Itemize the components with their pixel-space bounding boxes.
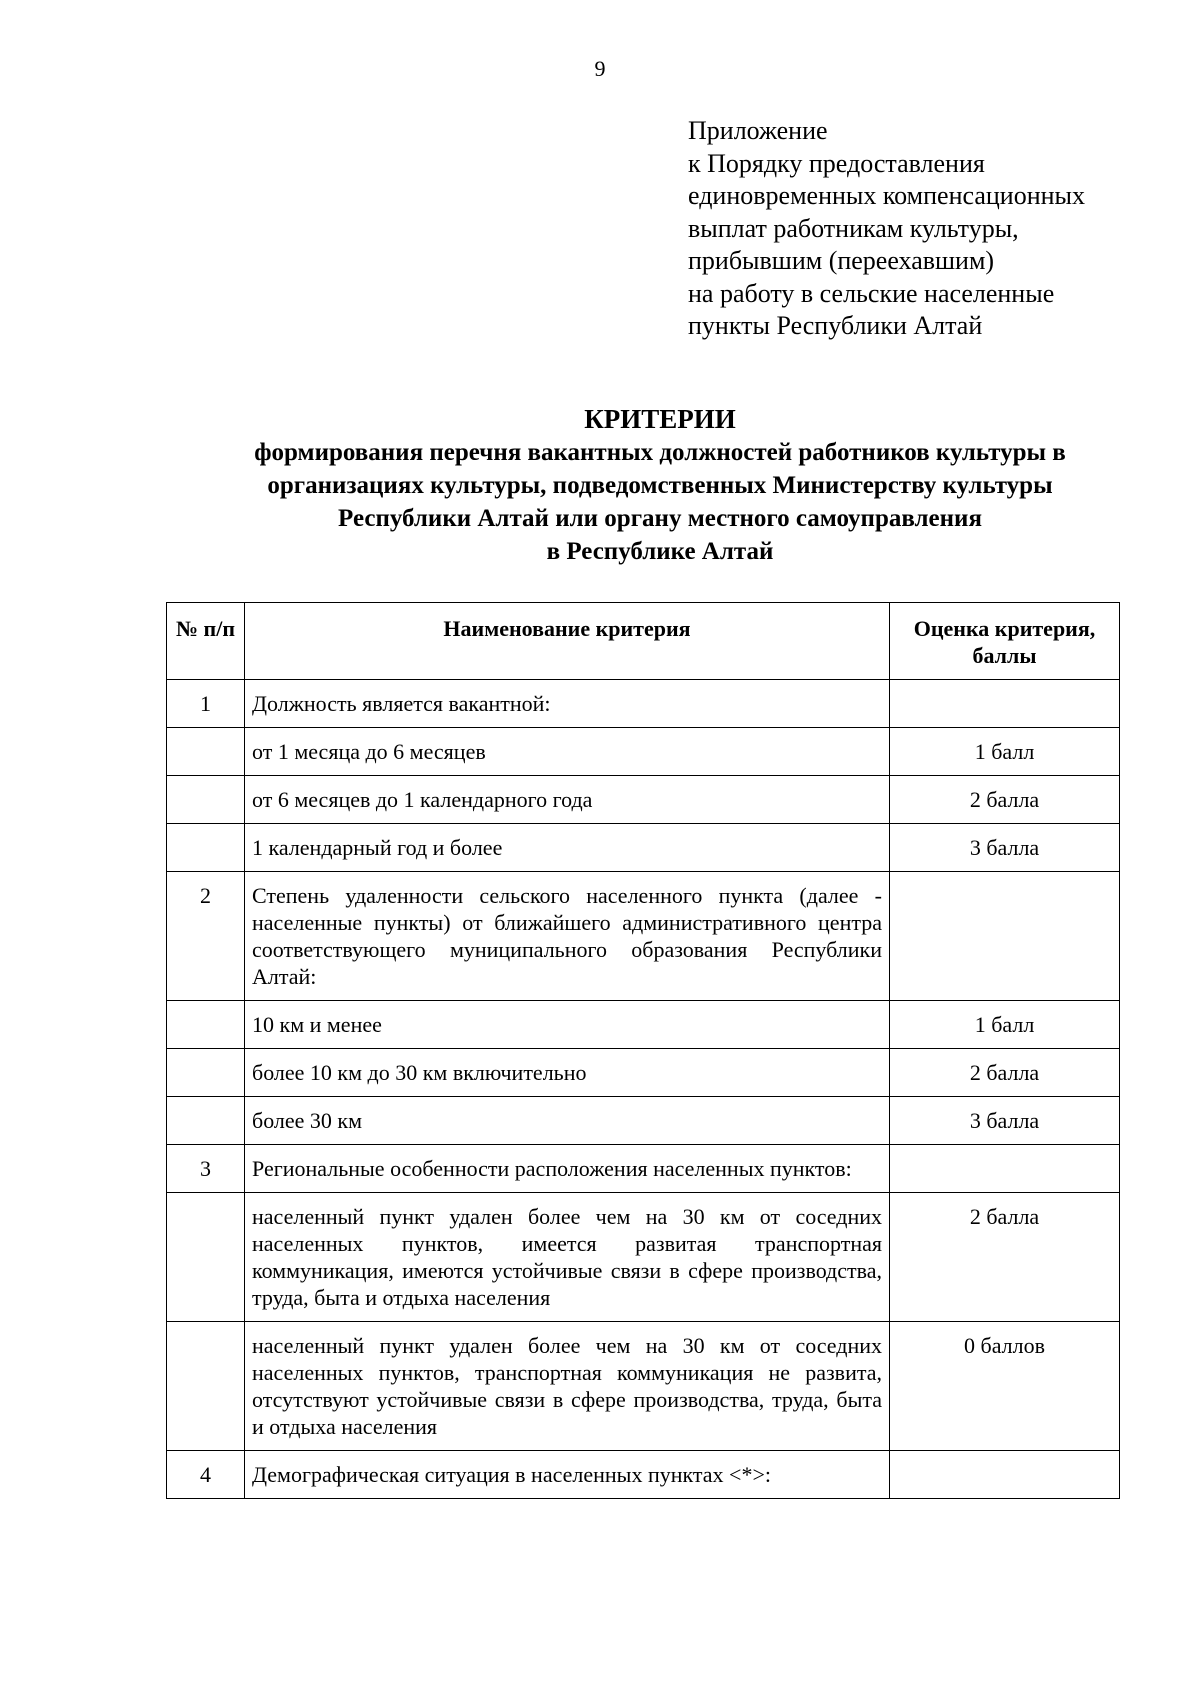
criterion-name: 1 календарный год и более — [245, 824, 890, 872]
table-row — [167, 1049, 1120, 1097]
table-row — [167, 728, 1120, 776]
header-name: Наименование критерия — [245, 603, 890, 680]
criterion-score: 1 балл — [890, 728, 1120, 776]
table-row — [167, 1322, 1120, 1451]
appendix-line: Приложение — [688, 116, 828, 145]
row-number — [167, 1193, 245, 1322]
table-row — [167, 1193, 1120, 1322]
criterion-score: 3 балла — [890, 824, 1120, 872]
document-title: КРИТЕРИИ — [584, 404, 736, 434]
row-number: 3 — [167, 1145, 245, 1193]
appendix-line: на работу в сельские населенные — [688, 278, 1055, 308]
criterion-score: 0 баллов — [890, 1322, 1120, 1451]
criterion-name: 10 км и менее — [245, 1001, 890, 1049]
appendix-line: прибывшим (переехавшим) — [688, 246, 995, 275]
row-number — [167, 728, 245, 776]
criterion-name: более 30 км — [245, 1097, 890, 1145]
table-row — [167, 680, 1120, 728]
row-number — [167, 1322, 245, 1451]
criterion-score: 2 балла — [890, 776, 1120, 824]
subtitle-line: организациях культуры, подведомственных Министерству культуры — [267, 472, 1053, 499]
row-number: 1 — [167, 680, 245, 728]
row-number: 2 — [167, 872, 245, 1001]
criterion-name: Степень удаленности сельского населенного пункта (далее - населенные пункты) от ближайшего административного центра соответствующего муниципального образования Республики Алтай: — [245, 872, 890, 1001]
title-block — [150, 402, 1170, 568]
table-row — [167, 776, 1120, 824]
row-number — [167, 824, 245, 872]
criteria-table — [166, 602, 1120, 1499]
criterion-score — [890, 1145, 1120, 1193]
table-row — [167, 872, 1120, 1001]
criterion-score: 3 балла — [890, 1097, 1120, 1145]
criterion-name: Региональные особенности расположения населенных пунктов: — [245, 1145, 890, 1193]
subtitle-line: Республики Алтай или органу местного самоуправления — [338, 505, 982, 532]
appendix-line: единовременных компенсационных — [688, 181, 1086, 210]
page-number: 9 — [594, 56, 606, 81]
criterion-score — [890, 680, 1120, 728]
row-number — [167, 776, 245, 824]
table-row — [167, 1001, 1120, 1049]
subtitle-line: в Республике Алтай — [546, 538, 774, 565]
appendix-line: выплат работникам культуры, — [688, 213, 1019, 243]
subtitle-line: формирования перечня вакантных должностей работников культуры в — [254, 439, 1066, 466]
criterion-score — [890, 872, 1120, 1001]
header-score: Оценка критерия, баллы — [890, 603, 1120, 680]
criterion-score: 2 балла — [890, 1049, 1120, 1097]
row-number: 4 — [167, 1451, 245, 1499]
table-row — [167, 1145, 1120, 1193]
table-row — [167, 1451, 1120, 1499]
criterion-name: от 1 месяца до 6 месяцев — [245, 728, 890, 776]
criterion-score: 1 балл — [890, 1001, 1120, 1049]
appendix-line: к Порядку предоставления — [688, 148, 985, 178]
criterion-name: от 6 месяцев до 1 календарного года — [245, 776, 890, 824]
document-subtitle — [150, 436, 1170, 568]
appendix-line: пункты Республики Алтай — [688, 311, 983, 340]
criterion-name: населенный пункт удален более чем на 30 км от соседних населенных пунктов, транспортная коммуникация не развита, отсутствуют устойчивые связи в сфере производства, труда, быта и отдыха населения — [245, 1322, 890, 1451]
row-number — [167, 1001, 245, 1049]
header-num: № п/п — [167, 603, 245, 680]
row-number — [167, 1049, 245, 1097]
criterion-name: Демографическая ситуация в населенных пунктах <*>: — [245, 1451, 890, 1499]
criterion-name: Должность является вакантной: — [245, 680, 890, 728]
criteria-table-body — [167, 680, 1120, 1499]
appendix-note — [688, 115, 1085, 343]
criterion-name: населенный пункт удален более чем на 30 км от соседних населенных пунктов, имеется развитая транспортная коммуникация, имеются устойчивые связи в сфере производства, труда, быта и отдыха населения — [245, 1193, 890, 1322]
criterion-score: 2 балла — [890, 1193, 1120, 1322]
criterion-score — [890, 1451, 1120, 1499]
table-row — [167, 1097, 1120, 1145]
table-row — [167, 824, 1120, 872]
criterion-name: более 10 км до 30 км включительно — [245, 1049, 890, 1097]
table-header-row — [167, 603, 1120, 680]
row-number — [167, 1097, 245, 1145]
